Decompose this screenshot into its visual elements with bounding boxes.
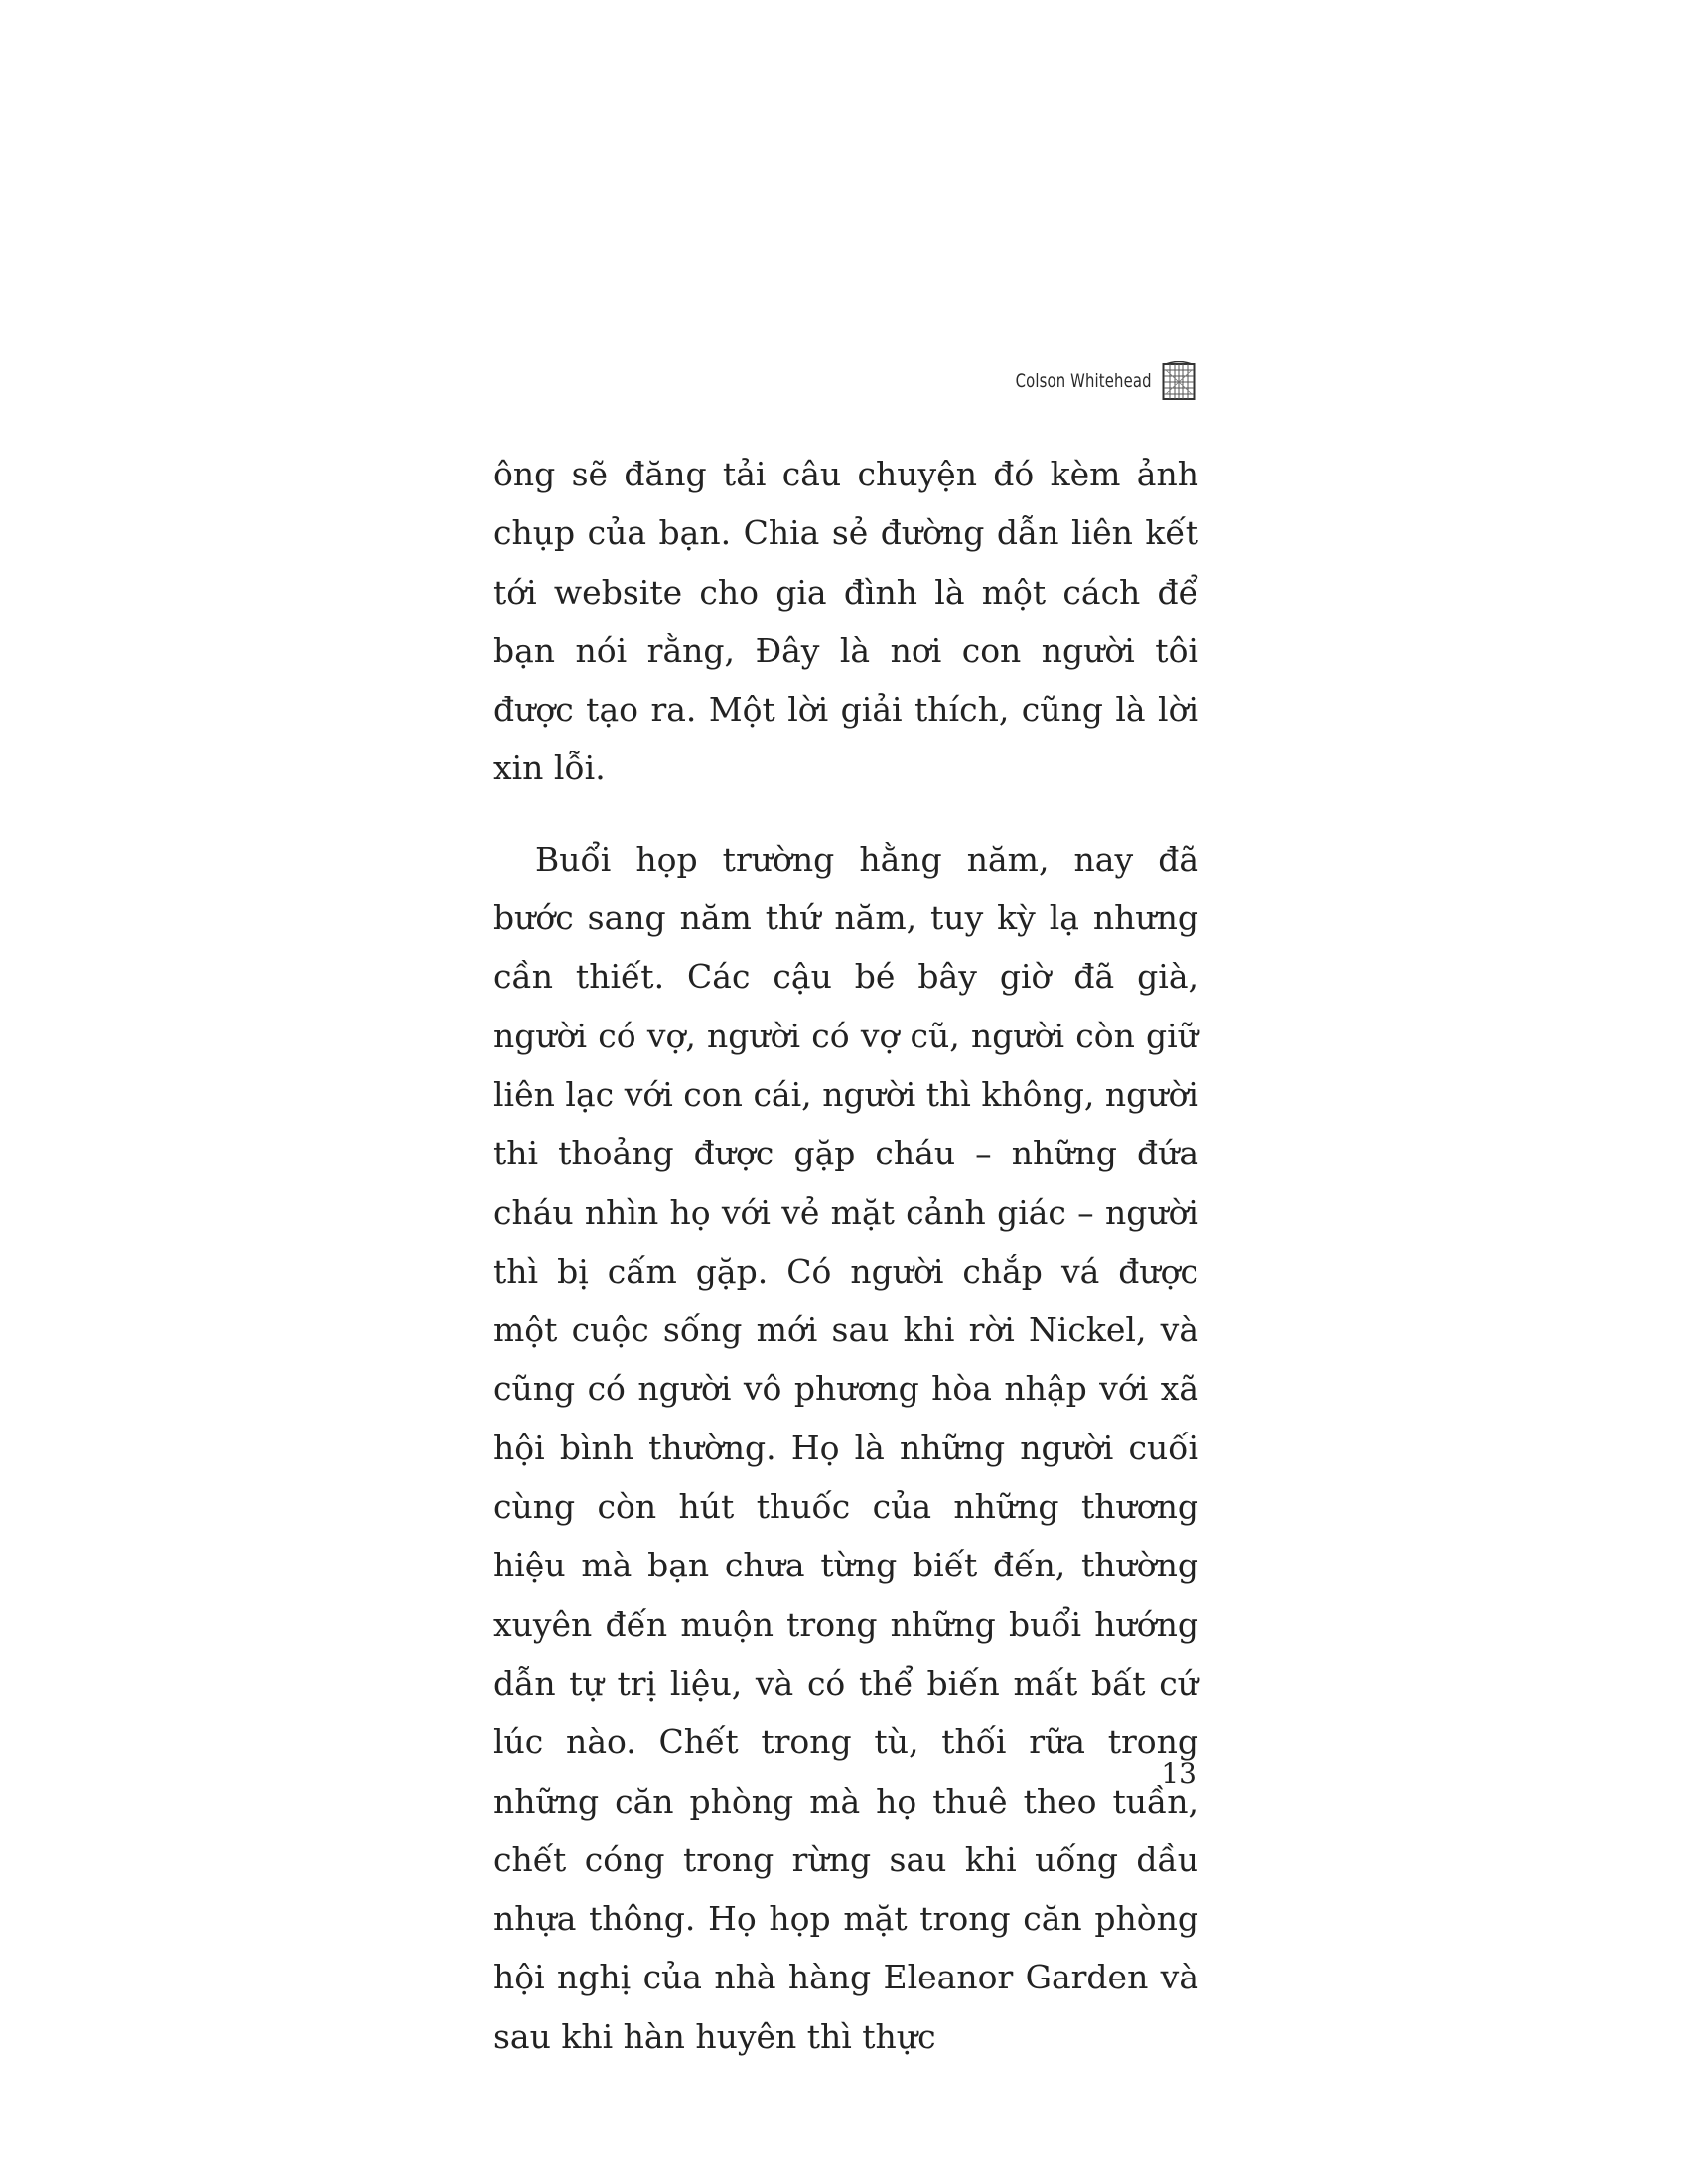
running-head [977, 361, 1196, 401]
running-head-author: Colson Whitehead [1015, 370, 1152, 392]
body-text [493, 445, 1198, 2066]
gate-icon [1162, 361, 1196, 401]
paragraph-1: ông sẽ đăng tải câu chuyện đó kèm ảnh chụp của bạn. Chia sẻ đường dẫn liên kết tới website cho gia đình là một cách để bạn nói rằng, Đây là nơi con người tôi được tạo ra. Một lời giải thích, cũng là lời xin lỗi. [493, 455, 1198, 788]
page-number: 13 [1161, 1757, 1196, 1790]
paragraph-2: Buổi họp trường hằng năm, nay đã bước sang năm thứ năm, tuy kỳ lạ nhưng cần thiết. Các cậu bé bây giờ đã già, người có vợ, người có vợ cũ, người còn giữ liên lạc với con cái, người thì không, người thi thoảng được gặp cháu – những đứa cháu nhìn họ với vẻ mặt cảnh giác – người thì bị cấm gặp. Có người chắp vá được một cuộc sống mới sau khi rời Nickel, và cũng có người vô phương hòa nhập với xã hội bình thường. Họ là những người cuối cùng còn hút thuốc của những thương hiệu mà bạn chưa từng biết đến, thường xuyên đến muộn trong những buổi hướng dẫn tự trị liệu, và có thể biến mất bất cứ lúc nào. Chết trong tù, thối rữa trong những căn phòng mà họ thuê theo tuần, chết cóng trong rừng sau khi uống dầu nhựa thông. Họ họp mặt trong căn phòng hội nghị của nhà hàng Eleanor Garden và sau khi hàn huyên thì thực [493, 839, 1198, 2056]
